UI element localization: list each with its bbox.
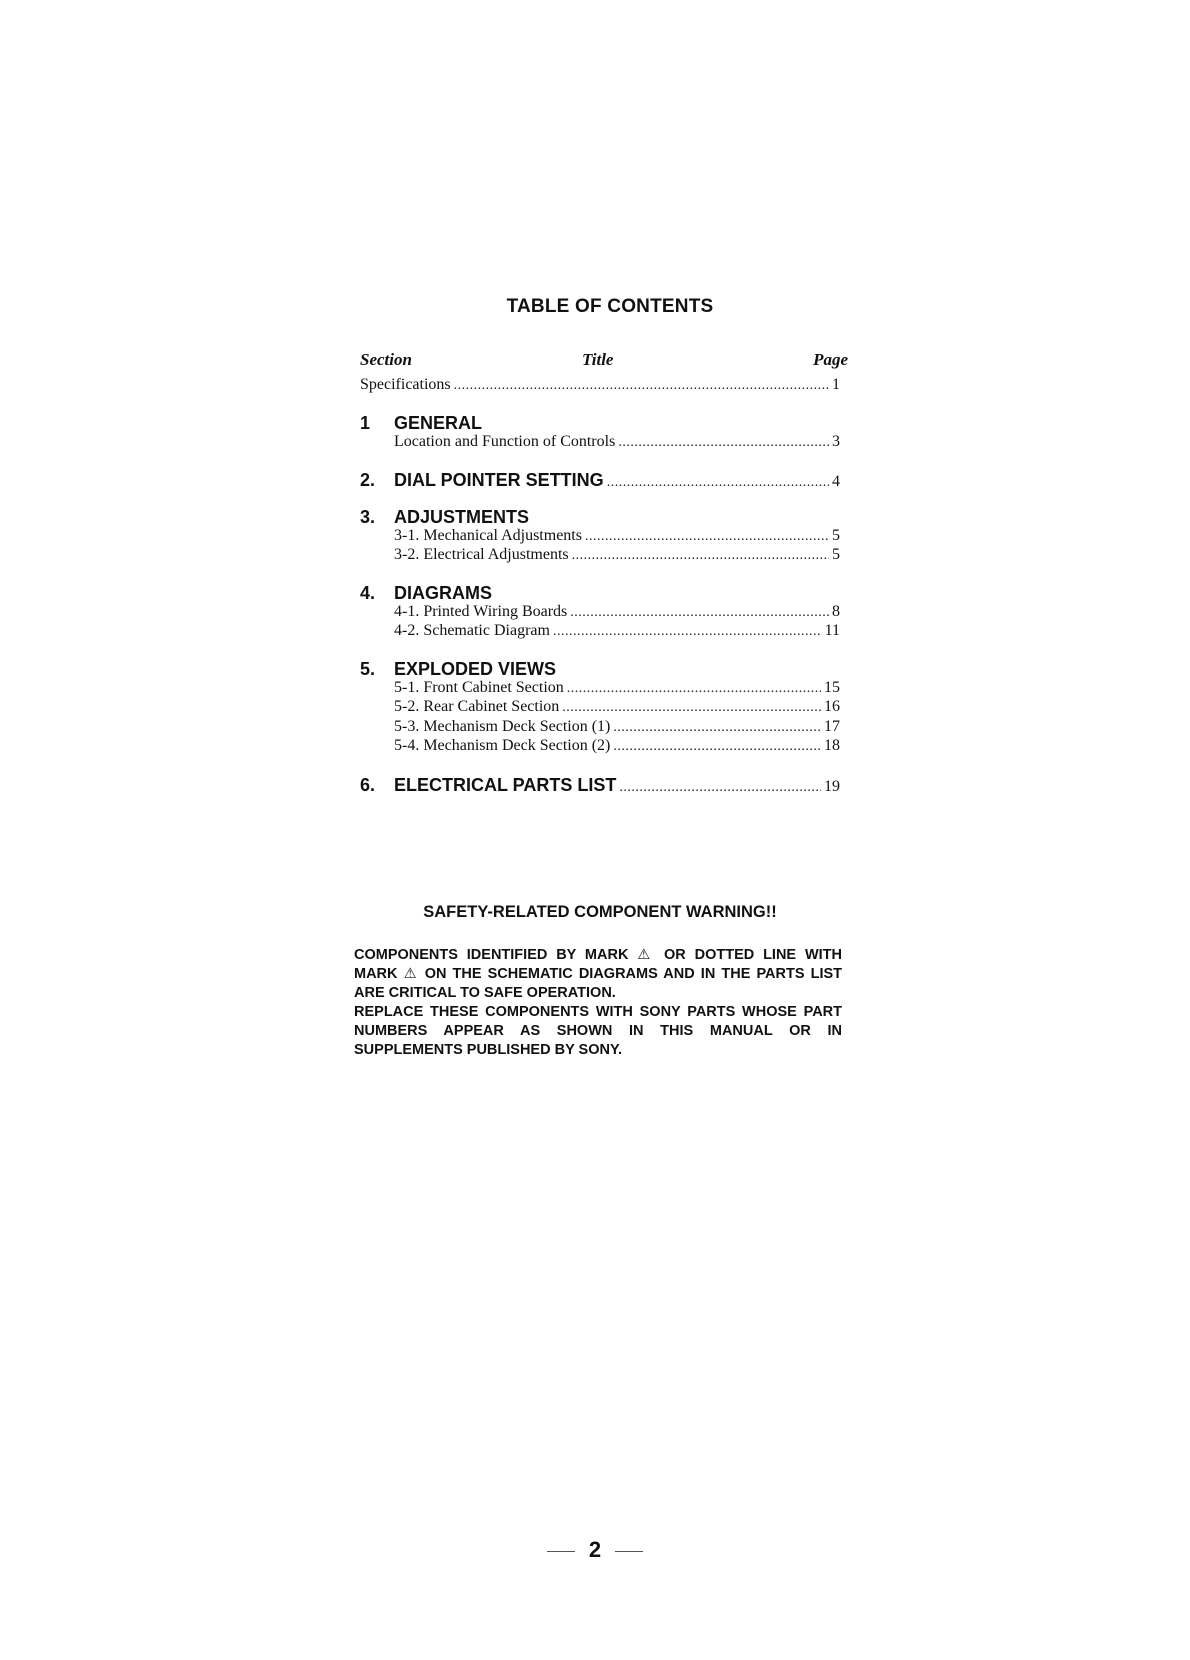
section-number: 4. (360, 583, 376, 603)
section-number: 5. (360, 659, 376, 679)
section-name: ADJUSTMENTS (394, 507, 530, 527)
entry-page: 3 (832, 433, 840, 450)
entry-page: 11 (824, 622, 840, 639)
section-number: 2. (360, 470, 376, 490)
header-title: Title (582, 350, 614, 369)
section-name: GENERAL (394, 413, 483, 433)
toc-section-parts-list-entry[interactable] (394, 775, 840, 796)
entry-label: 4-1. Printed Wiring Boards (394, 603, 568, 620)
header-section: Section (360, 350, 412, 369)
section-number: 6. (360, 775, 376, 795)
toc-entry[interactable] (394, 737, 840, 755)
warning-triangle-icon: ⚠ (403, 966, 419, 982)
entry-page: 16 (824, 698, 840, 715)
header-page: Page (813, 350, 848, 369)
toc-entry[interactable] (394, 433, 840, 451)
toc-entry[interactable] (394, 622, 840, 640)
section-name: DIAGRAMS (394, 583, 492, 603)
toc-entry[interactable] (394, 679, 840, 697)
warning-paragraph-1: COMPONENTS IDENTIFIED BY MARK ⚠ OR DOTTED LINE WITH MARK ⚠ ON THE SCHEMATIC DIAGRAMS AND IN THE PARTS LIST ARE CRITICAL TO SAFE OPERATION. (354, 947, 843, 1001)
toc-section-dial-pointer-entry[interactable] (394, 470, 840, 491)
toc-entry[interactable] (394, 603, 840, 621)
toc-entry[interactable] (394, 718, 840, 736)
toc-entry[interactable] (394, 698, 840, 716)
entry-label: 5-2. Rear Cabinet Section (394, 698, 560, 715)
section-name: DIAL POINTER SETTING (394, 470, 604, 490)
warning-body (354, 946, 842, 1060)
entry-page: 5 (832, 527, 840, 544)
page-title: TABLE OF CONTENTS (506, 296, 714, 317)
section-number: 3. (360, 507, 376, 527)
entry-label: 5-3. Mechanism Deck Section (1) (394, 718, 611, 735)
entry-label: Location and Function of Controls (394, 433, 616, 450)
entry-label: 5-1. Front Cabinet Section (394, 679, 564, 696)
entry-label: 4-2. Schematic Diagram (394, 622, 550, 639)
section-name: EXPLODED VIEWS (394, 659, 557, 679)
warning-triangle-icon: ⚠ (637, 947, 656, 963)
section-number: 1 (360, 413, 371, 433)
toc-entry[interactable] (394, 546, 840, 564)
toc-entry-specifications[interactable] (360, 376, 840, 394)
entry-page: 19 (824, 778, 840, 795)
entry-page: 18 (824, 737, 840, 754)
warning-paragraph-2: REPLACE THESE COMPONENTS WITH SONY PARTS WHOSE PART NUMBERS APPEAR AS SHOWN IN THIS MANUAL OR IN SUPPLEMENTS PUBLISHED BY SONY. (354, 1004, 842, 1058)
entry-page: 15 (824, 679, 840, 696)
entry-page: 17 (824, 718, 840, 735)
entry-page: 1 (832, 376, 840, 393)
entry-label: Specifications (360, 376, 451, 393)
page-number: 2 (0, 1537, 1190, 1563)
entry-label: 3-1. Mechanical Adjustments (394, 527, 582, 544)
entry-page: 8 (832, 603, 840, 620)
entry-label: 3-2. Electrical Adjustments (394, 546, 569, 563)
entry-page: 5 (832, 546, 840, 563)
warning-title: SAFETY-RELATED COMPONENT WARNING!! (423, 903, 777, 921)
toc-entry[interactable] (394, 527, 840, 545)
section-name: ELECTRICAL PARTS LIST (394, 775, 617, 795)
entry-page: 4 (832, 473, 840, 490)
entry-label: 5-4. Mechanism Deck Section (2) (394, 737, 611, 754)
toc-column-headers (360, 350, 848, 374)
